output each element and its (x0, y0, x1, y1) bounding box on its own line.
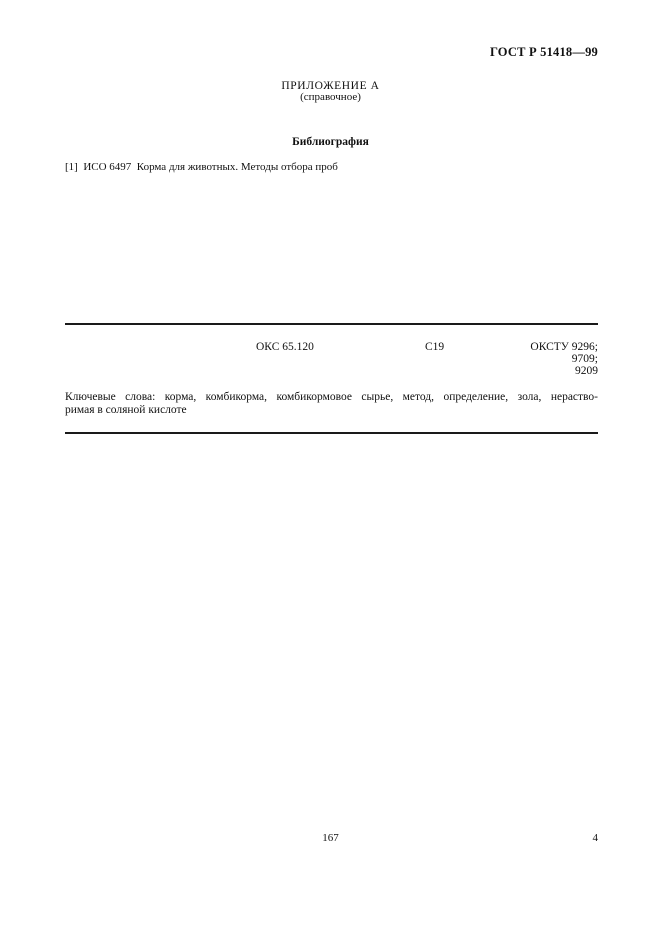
category-code: С19 (425, 341, 445, 353)
sheet-number: 4 (592, 832, 598, 844)
okstu-line: ОКСТУ 9296; (530, 341, 598, 353)
appendix-title: ПРИЛОЖЕНИЕ А (281, 80, 380, 92)
appendix-subtitle: (справочное) (300, 91, 361, 103)
bibliography-reference: [1] ИСО 6497 Корма для животных. Методы отбора проб (65, 161, 338, 173)
keywords-line: Ключевые слова: корма, комбикорма, комбикормовое сырье, метод, определение, зола, нераство- (65, 391, 598, 403)
page-number: 167 (322, 832, 339, 844)
okstu-line: 9709; (571, 353, 598, 365)
bibliography-heading: Библиография (292, 136, 369, 148)
okstu-line: 9209 (575, 365, 598, 377)
standard-code: ГОСТ Р 51418—99 (489, 45, 598, 59)
keywords-block (65, 391, 598, 417)
divider-top (65, 323, 598, 325)
okstu-codes (530, 341, 598, 377)
oks-code: ОКС 65.120 (256, 341, 314, 353)
keywords-line: римая в соляной кислоте (65, 404, 187, 416)
divider-bottom (65, 432, 598, 434)
